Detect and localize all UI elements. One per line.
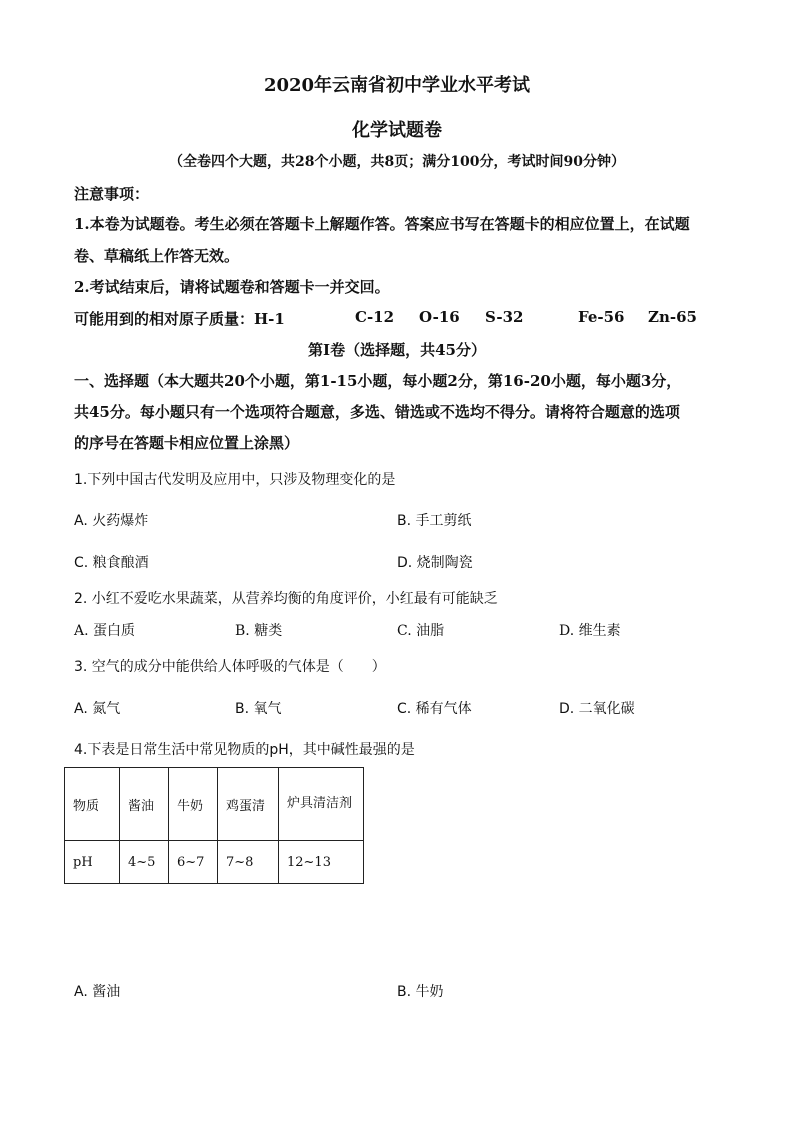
table-cell: 6~7 [169,841,218,884]
question-2-option-a: A. 蛋白质 [74,623,136,639]
table-cell: 鸡蛋清 [218,768,279,841]
question-2-option-d: D. 维生素 [559,623,621,639]
atomic-mass-zn: Zn-65 [648,308,697,326]
table-cell: 12~13 [279,841,364,884]
table-header-row [65,768,364,841]
question-1-option-d: D. 烧制陶瓷 [397,555,473,571]
question-2-stem: 2. 小红不爱吃水果蔬菜，从营养均衡的角度评价，小红最有可能缺乏 [74,591,498,607]
table-cell: 炉具清洁剂 [279,768,364,841]
ph-table [64,767,364,884]
atomic-mass-fe: Fe-56 [578,308,625,326]
question-2-option-b: B. 糖类 [235,623,283,639]
question-4-stem: 4.下表是日常生活中常见物质的pH，其中碱性最强的是 [74,742,415,758]
question-2-option-c: C. 油脂 [397,623,445,639]
question-3-stem: 3. 空气的成分中能供给人体呼吸的气体是（ ） [74,659,386,675]
question-4-option-b: B. 牛奶 [397,984,444,1000]
atomic-mass-s: S-32 [485,308,524,326]
question-1-option-c: C. 粮食酿酒 [74,555,149,571]
notice-item-2: 2.考试结束后，请将试题卷和答题卡一并交回。 [74,278,390,296]
question-3-option-b: B. 氧气 [235,701,282,717]
exam-subject: 化学试题卷 [352,120,442,141]
section-1-intro-line-1: 一、选择题（本大题共20个小题，第1-15小题，每小题2分，第16-20小题，每小题3分， [74,372,682,390]
question-1-stem: 1.下列中国古代发明及应用中，只涉及物理变化的是 [74,472,396,488]
section-1-intro-line-2: 共45分。每小题只有一个选项符合题意，多选、错选或不选均不得分。请将符合题意的选项 [74,403,680,421]
question-3-option-d: D. 二氧化碳 [559,701,635,717]
table-cell: 7~8 [218,841,279,884]
table-cell: 物质 [65,768,120,841]
table-cell: pH [65,841,120,884]
table-row [65,841,364,884]
atomic-mass-c: C-12 [355,308,395,326]
notice-item-1-line-1: 1.本卷为试题卷。考生必须在答题卡上解题作答。答案应书写在答题卡的相应位置上，在试题 [74,215,690,233]
atomic-mass-o: O-16 [419,308,460,326]
question-1-option-a: A. 火药爆炸 [74,513,149,529]
table-cell: 4~5 [120,841,169,884]
section-1-intro-line-3: 的序号在答题卡相应位置上涂黑） [74,434,300,452]
atomic-mass-label: 可能用到的相对原子质量：H-1 [74,310,285,328]
table-cell: 酱油 [120,768,169,841]
question-3-option-c: C. 稀有气体 [397,701,472,717]
exam-title: 2020年云南省初中学业水平考试 [263,75,531,96]
exam-info: （全卷四个大题，共28个小题，共8页；满分100分，考试时间90分钟） [169,154,625,170]
notice-heading: 注意事项： [74,185,150,203]
section-1-title: 第Ⅰ卷（选择题，共45分） [308,341,486,359]
question-3-option-a: A. 氮气 [74,701,121,717]
table-cell: 牛奶 [169,768,218,841]
notice-item-1-line-2: 卷、草稿纸上作答无效。 [74,247,240,265]
question-4-option-a: A. 酱油 [74,984,121,1000]
question-1-option-b: B. 手工剪纸 [397,513,472,529]
